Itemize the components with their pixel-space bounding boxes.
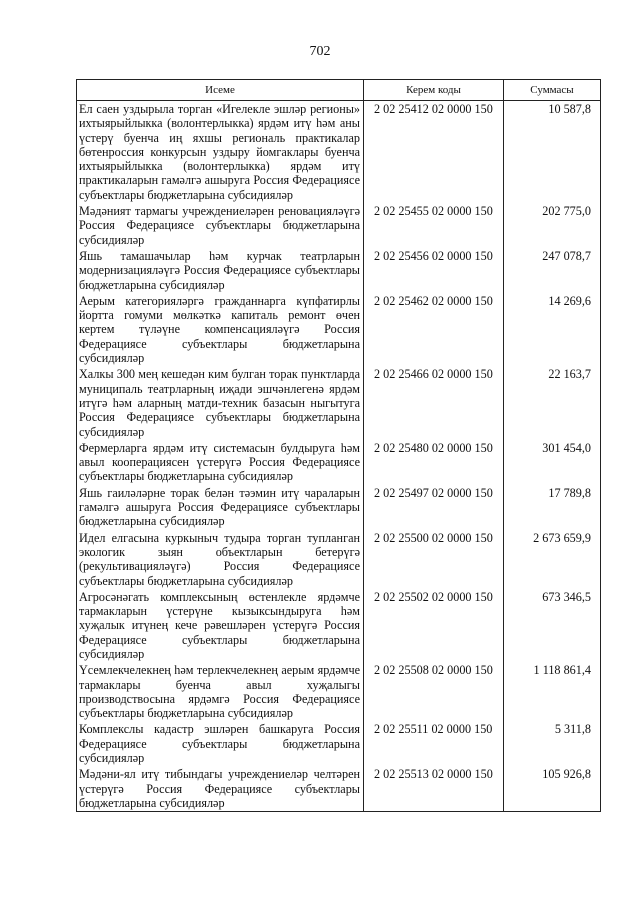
column-header-sum: Суммасы <box>504 80 601 101</box>
row-code-cell: 2 02 25502 02 0000 150 <box>364 589 504 662</box>
table-row <box>77 766 601 811</box>
row-name-cell: Идел елгасына куркыныч тудыра торган тупланган экологик зыян объектларын бетерүгә (рекультивацияләүгә) Россия Федерациясе субъектлары бюджетларына субсидияләр <box>77 530 364 589</box>
row-sum-cell: 10 587,8 <box>504 101 601 204</box>
row-sum-cell: 247 078,7 <box>504 248 601 293</box>
table-row <box>77 248 601 293</box>
table-row <box>77 440 601 485</box>
row-name-cell: Агросәнәгать комплексының өстенлекле ярдәмче тармакларын үстерүне кызыксындыруга һәм хуҗалык итүнең кече рәвешләрен үстерүгә Россия Федерациясе субъектлары бюджетларына субсидияләр <box>77 589 364 662</box>
row-sum-cell: 2 673 659,9 <box>504 530 601 589</box>
row-sum-cell: 202 775,0 <box>504 203 601 248</box>
row-name-cell: Халкы 300 мең кешедән ким булган торак пунктларда муниципаль театрларның иҗади эшчәнлегенә ярдәм итүгә һәм аларның матди-техник базасын ныгытуга Россия Федерациясе субъектлары бюджетларына субсидияләр <box>77 366 364 439</box>
row-code-cell: 2 02 25513 02 0000 150 <box>364 766 504 811</box>
table-row <box>77 293 601 366</box>
table-row <box>77 530 601 589</box>
row-name-cell: Яшь гаиләләрне торак белән тәэмин итү чараларын гамәлгә ашыруга Россия Федерациясе субъектлары бюджетларына субсидияләр <box>77 485 364 530</box>
budget-table <box>76 79 601 812</box>
row-sum-cell: 1 118 861,4 <box>504 662 601 721</box>
table-row <box>77 662 601 721</box>
row-code-cell: 2 02 25500 02 0000 150 <box>364 530 504 589</box>
row-name-cell: Ел саен уздырыла торган «Игелекле эшләр регионы» ихтыярыйлыкка (волонтерлыкка) ярдәм итү һәм аны үстерү буенча иң яхшы региональ практикалар бөтенроссия конкурсын уздыру йомгаклары буенча ихтыярыйлыкка (волонтерлыкка) ярдәм итү практикаларын гамәлгә ашыруга Россия Федерациясе субъектлары бюджетларына субсидияләр <box>77 101 364 204</box>
row-sum-cell: 673 346,5 <box>504 589 601 662</box>
row-name-cell: Яшь тамашачылар һәм курчак театрларын модернизацияләүгә Россия Федерациясе субъектлары бюджетларына субсидияләр <box>77 248 364 293</box>
table-header-row <box>77 80 601 101</box>
column-header-code: Керем коды <box>364 80 504 101</box>
row-name-cell: Аерым категорияләргә гражданнарга күпфатирлы йортта гомуми мөлкәткә капиталь ремонт өчен кертем түләүне компенсацияләүгә Россия Федерациясе субъектлары бюджетларына субсидияләр <box>77 293 364 366</box>
column-header-name: Исеме <box>77 80 364 101</box>
row-sum-cell: 301 454,0 <box>504 440 601 485</box>
row-name-cell: Фермерларга ярдәм итү системасын булдыруга һәм авыл кооперациясен үстерүгә Россия Федерациясе субъектлары бюджетларына субсидияләр <box>77 440 364 485</box>
row-name-cell: Үсемлекчелекнең һәм терлекчелекнең аерым ярдәмче тармаклары буенча авыл хуҗалыгы производствосына ярдәмгә Россия Федерациясе субъектлары бюджетларына субсидияләр <box>77 662 364 721</box>
row-code-cell: 2 02 25455 02 0000 150 <box>364 203 504 248</box>
row-code-cell: 2 02 25412 02 0000 150 <box>364 101 504 204</box>
table-row <box>77 203 601 248</box>
row-code-cell: 2 02 25511 02 0000 150 <box>364 721 504 766</box>
page-number: 702 <box>309 44 331 59</box>
table-row <box>77 485 601 530</box>
table-row <box>77 721 601 766</box>
row-name-cell: Комплекслы кадастр эшләрен башкаруга Россия Федерациясе субъектлары бюджетларына субсидияләр <box>77 721 364 766</box>
row-code-cell: 2 02 25480 02 0000 150 <box>364 440 504 485</box>
table-row <box>77 101 601 204</box>
row-name-cell: Мәдәният тармагы учреждениеләрен реновацияләүгә Россия Федерациясе субъектлары бюджетларына субсидияләр <box>77 203 364 248</box>
row-sum-cell: 5 311,8 <box>504 721 601 766</box>
row-code-cell: 2 02 25497 02 0000 150 <box>364 485 504 530</box>
row-code-cell: 2 02 25462 02 0000 150 <box>364 293 504 366</box>
row-code-cell: 2 02 25456 02 0000 150 <box>364 248 504 293</box>
row-sum-cell: 17 789,8 <box>504 485 601 530</box>
row-code-cell: 2 02 25466 02 0000 150 <box>364 366 504 439</box>
table-row <box>77 589 601 662</box>
row-sum-cell: 22 163,7 <box>504 366 601 439</box>
row-code-cell: 2 02 25508 02 0000 150 <box>364 662 504 721</box>
row-sum-cell: 14 269,6 <box>504 293 601 366</box>
row-name-cell: Мәдәни-ял итү тибындагы учреждениеләр челтәрен үстерүгә Россия Федерациясе субъектлары бюджетларына субсидияләр <box>77 766 364 811</box>
table-row <box>77 366 601 439</box>
table-body <box>77 101 601 812</box>
row-sum-cell: 105 926,8 <box>504 766 601 811</box>
